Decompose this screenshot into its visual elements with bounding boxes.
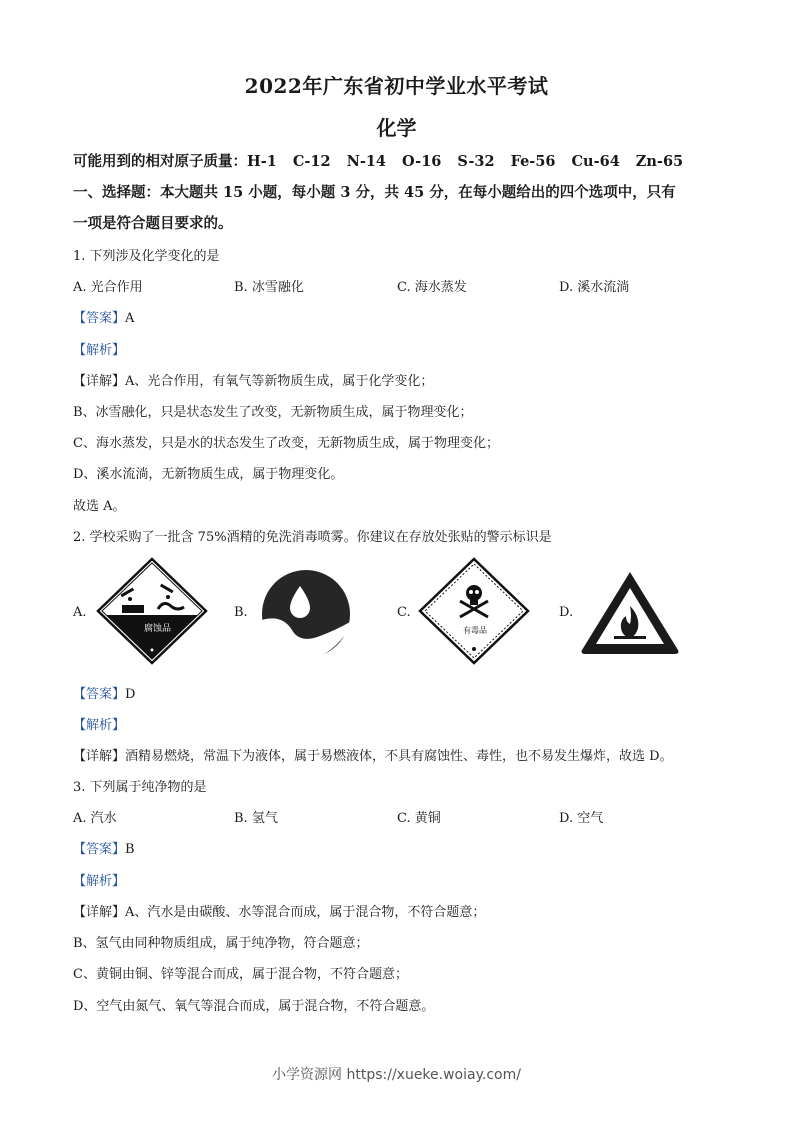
detail-text: 酒精易燃烧，常温下为液体，属于易燃液体，不具有腐蚀性、毒性，也不易发生爆炸，故选 D。	[125, 749, 673, 764]
atomic-masses-label: 可能用到的相对原子质量：	[73, 153, 247, 170]
sign-text: 有毒品	[463, 626, 487, 635]
exam-title: 2022年广东省初中学业水平考试	[244, 74, 549, 98]
q1-option-d: D. 溪水流淌	[559, 280, 630, 295]
q1-detail-line: D、溪水流淌，无新物质生成，属于物理变化。	[73, 467, 344, 482]
toxic-skull-sign-icon	[418, 557, 530, 665]
q3-detail-line	[73, 901, 485, 920]
analysis-tag: 【解析】	[73, 343, 126, 358]
q1-detail-line: B、冰雪融化，只是状态发生了改变，无新物质生成，属于物理变化；	[73, 405, 473, 420]
corrosive-sign-icon	[96, 557, 208, 665]
answer-tag: 【答案】	[73, 311, 126, 326]
q1-detail-line: C、海水蒸发，只是水的状态发生了改变，无新物质生成，属于物理变化；	[73, 436, 499, 451]
q1-conclusion: 故选 A。	[73, 499, 126, 514]
atomic-masses	[73, 150, 699, 171]
q2-stem: 2. 学校采购了一批含 75%酒精的免洗消毒喷雾。你建议在存放处张贴的警示标识是	[73, 530, 552, 545]
mass-item: Cu-64	[571, 153, 620, 170]
subject-title: 化学	[376, 116, 417, 140]
analysis-tag: 【解析】	[73, 718, 126, 733]
q3-stem: 3. 下列属于纯净物的是	[73, 780, 207, 795]
detail-text: A、汽水是由碳酸、水等混合而成，属于混合物，不符合题意；	[125, 905, 486, 920]
water-drop-sign-icon	[260, 568, 352, 660]
mass-item: S-32	[457, 153, 495, 170]
q2-option-a-label: A.	[73, 605, 87, 620]
q3-answer	[73, 838, 135, 857]
section-heading-line1: 一、选择题：本大题共 15 小题，每小题 3 分，共 45 分，在每小题给出的四个选项中，只有	[73, 184, 676, 201]
q2-analysis	[73, 714, 125, 733]
q3-analysis	[73, 870, 125, 889]
mass-item: N-14	[346, 153, 387, 170]
q2-option-d-label: D.	[559, 605, 574, 620]
q2-detail-line	[73, 745, 673, 764]
detail-tag: 【详解】	[73, 749, 126, 764]
answer-value: A	[125, 311, 135, 326]
mass-item: Fe-56	[510, 153, 556, 170]
q1-option-a: A. 光合作用	[73, 280, 143, 295]
section-heading-line2: 一项是符合题目要求的。	[73, 215, 233, 232]
mass-item: H-1	[247, 153, 277, 170]
detail-tag: 【详解】	[73, 905, 126, 920]
q1-detail-line	[73, 370, 433, 389]
mass-item: O-16	[402, 153, 442, 170]
q3-option-a: A. 汽水	[73, 811, 117, 826]
sign-text: 腐蚀品	[144, 624, 172, 634]
detail-text: A、光合作用，有氧气等新物质生成，属于化学变化；	[125, 374, 434, 389]
q3-option-b: B. 氢气	[234, 811, 278, 826]
mass-item: Zn-65	[635, 153, 684, 170]
q3-detail-line: D、空气由氮气、氧气等混合而成，属于混合物，不符合题意。	[73, 999, 435, 1014]
q2-answer	[73, 683, 135, 702]
q2-option-b-label: B.	[234, 605, 248, 620]
footer-watermark: 小学资源网 https://xueke.woiay.com/	[272, 1067, 521, 1083]
q3-option-c: C. 黄铜	[397, 811, 441, 826]
q3-detail-line: C、黄铜由铜、锌等混合而成，属于混合物，不符合题意；	[73, 967, 408, 982]
analysis-tag: 【解析】	[73, 874, 126, 889]
answer-tag: 【答案】	[73, 842, 126, 857]
q1-analysis	[73, 339, 125, 358]
q1-option-b: B. 冰雪融化	[234, 280, 304, 295]
q3-option-d: D. 空气	[559, 811, 604, 826]
mass-item: C-12	[292, 153, 331, 170]
detail-tag: 【详解】	[73, 374, 126, 389]
q2-option-c-label: C.	[397, 605, 411, 620]
flammable-flame-sign-icon	[578, 568, 682, 656]
answer-tag: 【答案】	[73, 687, 126, 702]
answer-value: D	[125, 687, 136, 702]
q1-option-c: C. 海水蒸发	[397, 280, 467, 295]
q1-answer	[73, 307, 134, 326]
q1-stem: 1. 下列涉及化学变化的是	[73, 249, 220, 264]
q3-detail-line: B、氢气由同种物质组成，属于纯净物，符合题意；	[73, 936, 369, 951]
answer-value: B	[125, 842, 135, 857]
